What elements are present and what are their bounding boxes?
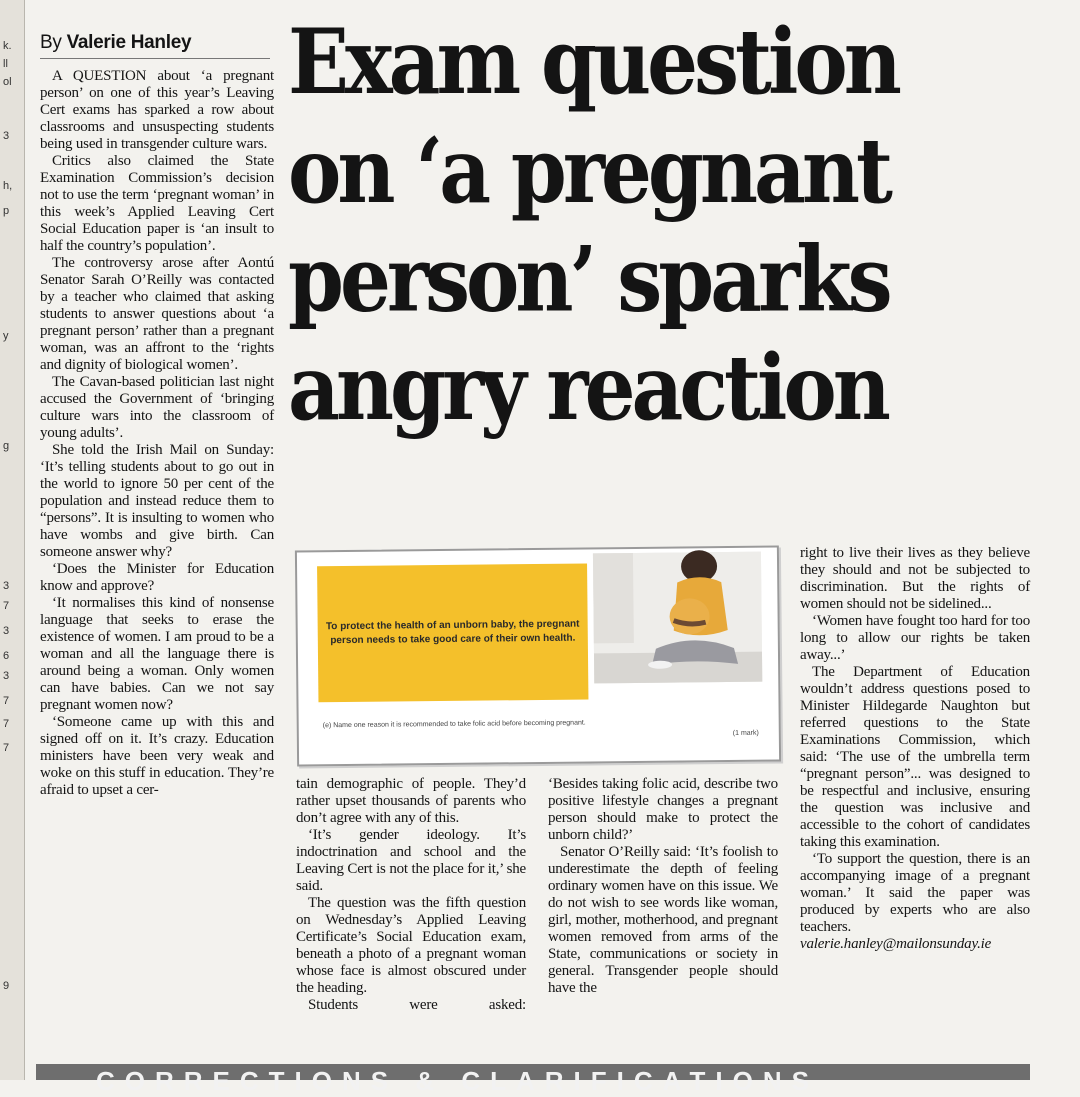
exam-paper-image <box>295 545 781 766</box>
paragraph: Critics also claimed the State Examination Commission’s decision not to use the term ‘pregnant woman’ in this week’s Applied Leaving Cert Social Education paper is ‘an insult to half the country’s population’. <box>40 153 274 254</box>
margin-letter: 7 <box>3 600 10 612</box>
headline-line: person’ sparks <box>288 226 889 332</box>
article-column-2 <box>296 776 526 1014</box>
margin-letter: 3 <box>3 130 10 142</box>
headline-line: on ‘a pregnant <box>288 117 889 224</box>
paragraph: The question was the fifth question on Wednesday’s Applied Leaving Certificate’s Social Education exam, beneath a photo of a pregnant woman whose face is almost obscured under the heading. <box>296 895 526 996</box>
exam-question-text: (e) Name one reason it is recommended to take folic acid before becoming pregnant. <box>322 719 586 730</box>
margin-letter: ol <box>3 76 12 88</box>
byline-prefix: By <box>40 32 62 53</box>
margin-letter: p <box>3 205 10 217</box>
byline <box>40 32 270 59</box>
margin-letter: k. <box>3 40 12 52</box>
margin-letter: h, <box>3 180 13 192</box>
margin-letter: 6 <box>3 650 10 662</box>
paragraph: right to live their lives as they believe they should and not be subjected to discrimination. But the rights of women should not be sidelined... <box>800 545 1030 612</box>
article-column-4 <box>800 545 1030 953</box>
exam-highlight-text: To protect the health of an unborn baby, the pregnant person needs to take good care of their own health. <box>325 618 580 647</box>
margin-letter: 3 <box>3 580 10 592</box>
paragraph: Senator O’Reilly said: ‘It’s foolish to underestimate the depth of feeling ordinary women have on this issue. We do not wish to see words like woman, girl, mother, motherhood, and pregnant women removed from arms of the State, communications or society in general. Transgender people should have the <box>548 844 778 996</box>
paragraph: ‘To support the question, there is an accompanying image of a pregnant woman.’ It said the paper was produced by experts who are also teachers. <box>800 851 1030 935</box>
headline-line: Exam question <box>288 9 898 115</box>
paragraph: The Department of Education wouldn’t address questions posed to Minister Hildegarde Naughton but referred questions to the State Examinations Commission, which said: ‘The use of the umbrella term “pregnant person”... was designed to be respectful and inclusive, ensuring the question was inclusive and accessible to the cohort of candidates taking this examination. <box>800 664 1030 850</box>
paragraph: ‘Someone came up with this and signed off on it. It’s crazy. Education ministers have been very weak and woke on this stuff in education. They’re afraid to upset a cer- <box>40 714 274 798</box>
margin-letter: 7 <box>3 695 10 707</box>
paragraph: ‘It normalises this kind of nonsense language that seeks to erase the existence of women. I am proud to be a woman and all the language there is around being a woman. Only women can have babies. Can we not say pregnant women now? <box>40 595 274 713</box>
article-column-1 <box>40 68 274 799</box>
corrections-banner <box>36 1064 1030 1096</box>
paragraph: ‘It’s gender ideology. It’s indoctrination and school and the Leaving Cert is not the place for it,’ she said. <box>296 827 526 894</box>
exam-marks-text: (1 mark) <box>732 729 759 737</box>
margin-letter: 7 <box>3 742 10 754</box>
paragraph: Students were asked: <box>308 997 526 1013</box>
margin-letter: y <box>3 330 9 342</box>
exam-highlight-box <box>317 563 588 702</box>
paragraph: The controversy arose after Aontú Senator Sarah O’Reilly was contacted by a teacher who claimed that asking students to answer questions about ‘a pregnant person’ rather than a pregnant woman, was an affront to the ‘rights and dignity of biological women’. <box>40 255 274 373</box>
paragraph: tain demographic of people. They’d rather upset thousands of parents who don’t agree with any of this. <box>296 776 526 826</box>
corrections-banner-text: CORRECTIONS & CLARIFICATIONS <box>96 1066 819 1096</box>
adjacent-page-margin <box>0 0 25 1080</box>
margin-letter: g <box>3 440 10 452</box>
paragraph: A QUESTION about ‘a pregnant person’ on one of this year’s Leaving Cert exams has sparked a row about classrooms and unsuspecting students being used in transgender culture wars. <box>40 68 274 152</box>
margin-letter: 3 <box>3 625 10 637</box>
headline-line: angry reaction <box>288 335 887 441</box>
paragraph: ‘Does the Minister for Education know and approve? <box>40 561 274 594</box>
byline-author: Valerie Hanley <box>66 32 192 53</box>
margin-letter: ll <box>3 58 8 70</box>
margin-letter: 7 <box>3 718 10 730</box>
margin-letter: 3 <box>3 670 10 682</box>
paragraph: She told the Irish Mail on Sunday: ‘It’s telling students about to go out in the world to ignore 50 per cent of the population and instead reduce them to “persons”. It is insulting to women who have wombs and give birth. Can someone answer why? <box>40 442 274 560</box>
paragraph: ‘Besides taking folic acid, describe two positive lifestyle changes a pregnant person should make to protect the unborn child?’ <box>548 776 778 843</box>
margin-letter: 9 <box>3 980 10 992</box>
pregnant-woman-photo <box>593 552 762 684</box>
author-email: valerie.hanley@mailonsunday.ie <box>800 936 992 952</box>
paragraph: ‘Women have fought too hard for too long to allow our rights be taken away...’ <box>800 613 1030 663</box>
paragraph: The Cavan-based politician last night accused the Government of ‘bringing culture wars into the classroom of young adults’. <box>40 374 274 441</box>
pregnant-woman-illustration <box>593 552 762 684</box>
headline <box>288 8 1048 443</box>
article-column-3 <box>548 776 778 997</box>
